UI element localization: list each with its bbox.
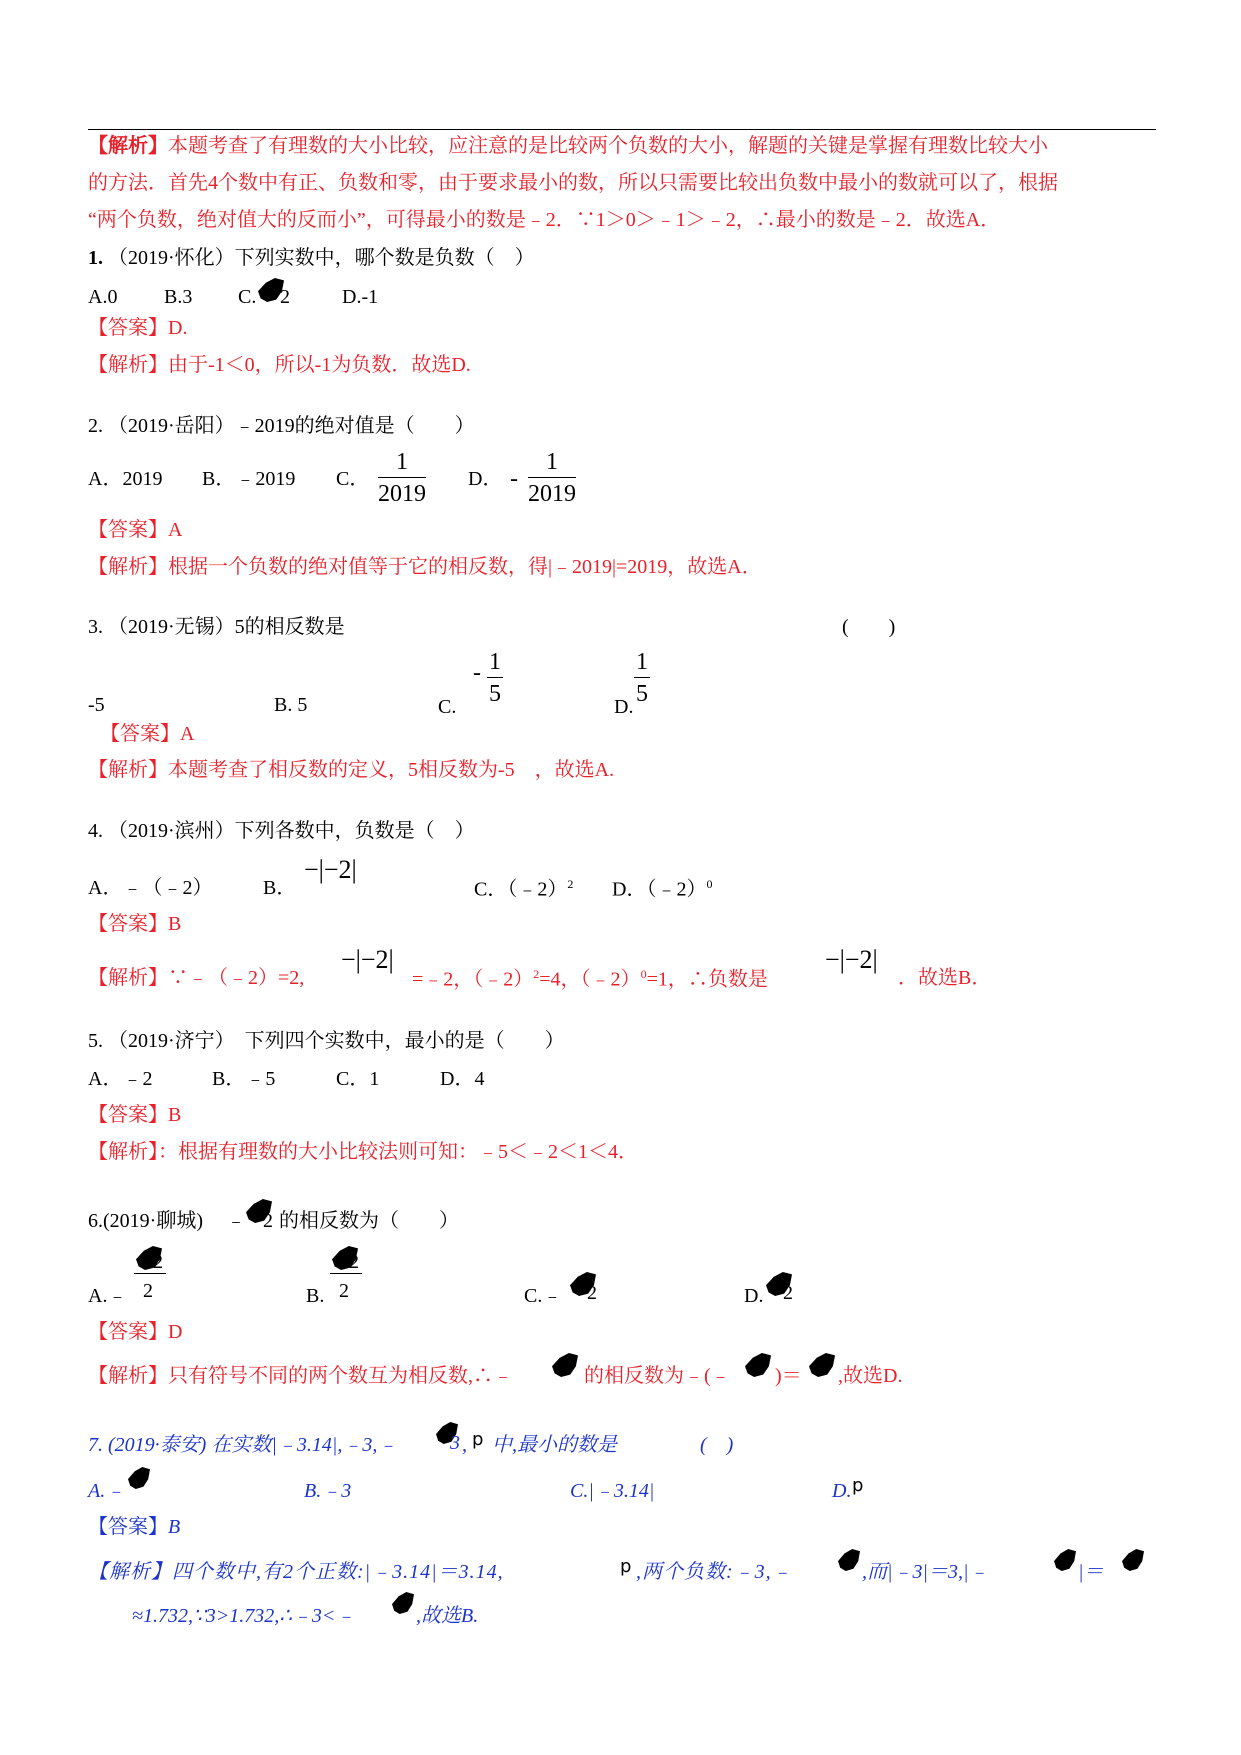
q4-analysis-part-1 <box>88 968 304 988</box>
intro-line-1 <box>88 136 1048 156</box>
answer-tag: 【答案】 <box>88 1104 168 1126</box>
q6-option-d-radicand: 2 <box>783 1282 793 1304</box>
q7-analysis-part-2: ,两个负数:﹣3,﹣ <box>636 1561 793 1583</box>
q1-analysis-text: 由于-1＜0，所以-1为负数．故选D. <box>168 354 471 376</box>
q3-option-b: B. 5 <box>274 694 308 716</box>
analysis-tag: 【解析】 <box>88 556 168 578</box>
q4-analysis-abs-2: −|−2| <box>825 945 878 974</box>
q7-stem-prefix: 7. (2019·泰安) 在实数|﹣3.14|,﹣3,﹣ <box>88 1434 398 1456</box>
q4-option-a: A．﹣（﹣2） <box>88 877 213 899</box>
q5-option-a: A．﹣2 <box>88 1068 153 1090</box>
sqrt-blot-icon <box>128 1467 150 1489</box>
q4-option-d-base: D．（﹣2） <box>612 878 707 901</box>
q3-fraction-d <box>634 650 650 706</box>
q1-option-c: C. <box>238 286 257 308</box>
q6-answer-value: D <box>168 1321 183 1343</box>
analysis-tag: 【解析】 <box>88 1141 158 1163</box>
fraction-bar <box>134 1273 166 1274</box>
q4-abs-expression: −|−2| <box>304 855 357 884</box>
q4-option-c-exponent: 2 <box>567 877 574 891</box>
q5-option-c: C．1 <box>336 1068 380 1090</box>
fraction-denominator: 5 <box>636 681 648 707</box>
q2-option-a: A．2019 <box>88 468 163 490</box>
answer-tag: 【答案】 <box>88 1516 168 1538</box>
q4-analysis-exponent-2: 0 <box>640 967 647 981</box>
q5-stem: 5. （2019·济宁） 下列四个实数中，最小的是（ ） <box>88 1030 565 1052</box>
q5-answer <box>88 1105 181 1125</box>
fraction-denominator: 5 <box>489 681 501 707</box>
q4-analysis-text-2: =﹣2，（﹣2） <box>412 968 534 991</box>
q4-analysis-abs-1: −|−2| <box>341 945 394 974</box>
q5-answer-value: B <box>168 1104 182 1126</box>
q2-analysis-text: 根据一个负数的绝对值等于它的相反数，得|﹣2019|=2019，故选A． <box>168 556 762 578</box>
q6-answer <box>88 1322 182 1342</box>
q7-stem-suffix: 中,最小的数是 <box>492 1434 617 1456</box>
q4-analysis-text-3: =4，（﹣2） <box>539 968 641 991</box>
q4-answer-value: B <box>168 913 182 935</box>
fraction-numerator: 1 <box>546 449 558 475</box>
q2-fraction-c <box>378 450 426 506</box>
q2-option-c: C． <box>336 468 370 490</box>
analysis-tag: 【解析】 <box>88 759 168 781</box>
sqrt-blot-icon <box>745 1353 771 1377</box>
q2-option-b: B．﹣2019 <box>202 468 296 490</box>
answer-tag: 【答案】 <box>100 723 180 745</box>
q4-stem: 4. （2019·滨州）下列各数中，负数是（ ） <box>88 820 475 842</box>
q6-option-a: A.﹣ <box>88 1285 128 1307</box>
q2-option-d: D． <box>468 468 503 490</box>
q3-analysis <box>88 760 614 780</box>
sqrt-blot-icon <box>392 1592 414 1614</box>
pi-symbol: p <box>852 1475 864 1496</box>
header-rule <box>88 129 1156 130</box>
q6-option-a-radicand: 2 <box>153 1251 163 1273</box>
fraction-numerator: 1 <box>489 649 501 675</box>
q6-analysis-part-1 <box>88 1366 513 1386</box>
q6-analysis-text-1: 只有符号不同的两个数互为相反数,∴﹣ <box>168 1365 513 1387</box>
q7-analysis-text-1: 四个数中,有2个正数:|﹣3.14|＝3.14, <box>172 1561 504 1583</box>
intro-line-3: “两个负数，绝对值大的反而小”，可得最小的数是﹣2．∵1＞0＞﹣1＞﹣2，∴最小的数是﹣2．故选A． <box>88 209 1001 231</box>
q3-fraction-c <box>487 650 503 706</box>
q7-option-a: A.﹣ <box>88 1480 126 1502</box>
q4-option-c-base: C．（﹣2） <box>474 878 568 901</box>
q5-option-d: D．4 <box>440 1068 485 1090</box>
q1-option-a: A.0 <box>88 286 118 308</box>
q7-option-c: C.|﹣3.14| <box>570 1480 655 1502</box>
q7-option-b: B.﹣3 <box>304 1480 352 1502</box>
q3-answer-value: A <box>180 723 195 745</box>
q1-stem <box>88 248 535 268</box>
q6-option-b-radicand: 2 <box>349 1251 359 1273</box>
analysis-tag: 【解析】 <box>88 1561 172 1583</box>
q2-answer <box>88 520 182 540</box>
q1-analysis <box>88 355 471 375</box>
analysis-tag: 【解析】 <box>88 354 168 376</box>
q7-answer <box>88 1517 180 1537</box>
q1-answer <box>88 318 187 338</box>
intro-line-2: 的方法．首先4个数中有正、负数和零，由于要求最小的数，所以只需要比较出负数中最小的数就可以了，根据 <box>88 172 1058 194</box>
q4-option-d <box>612 878 712 900</box>
q7-answer-value: B <box>168 1516 181 1538</box>
q1-stem-text: （2019·怀化）下列实数中，哪个数是负数（ ） <box>108 247 535 269</box>
pi-symbol: p <box>620 1556 632 1577</box>
answer-tag: 【答案】 <box>88 1321 168 1343</box>
answer-tag: 【答案】 <box>88 913 168 935</box>
q1-answer-value: D. <box>168 317 188 339</box>
q3-option-d: D. <box>614 696 634 718</box>
q7-paren: ( ) <box>700 1434 734 1456</box>
q7-analysis-line-2-part-2: ,故选B. <box>416 1605 479 1627</box>
q1-option-c-radicand: 2 <box>280 286 290 308</box>
q7-analysis-part-4: |＝ <box>1078 1561 1104 1583</box>
q6-stem-radicand: 2 <box>263 1210 273 1232</box>
q6-analysis-part-4: ,故选D. <box>838 1365 903 1387</box>
q4-option-c <box>474 878 573 900</box>
q3-answer <box>100 724 194 744</box>
q2-answer-value: A <box>168 519 183 541</box>
q3-paren: ( ) <box>842 616 896 638</box>
q3-option-c: C. <box>438 696 457 718</box>
q7-stem-comma: , <box>462 1434 467 1456</box>
sqrt-blot-icon <box>838 1549 860 1571</box>
analysis-tag: 【解析】 <box>88 967 168 989</box>
q6-stem-minus: ﹣ <box>226 1210 246 1232</box>
sqrt-blot-icon <box>1122 1549 1144 1571</box>
q2-fraction-d <box>528 450 576 506</box>
analysis-tag: 【解析】 <box>88 135 168 157</box>
q4-analysis-text-4: =1，∴负数是 <box>646 968 768 991</box>
q4-analysis-part-2 <box>412 968 768 990</box>
q6-stem-prefix: 6.(2019·聊城) <box>88 1210 203 1232</box>
q1-number: 1. <box>88 247 103 269</box>
q4-analysis-text-1: ∵﹣（﹣2）=2, <box>168 967 305 989</box>
q3-analysis-text: 本题考查了相反数的定义，5相反数为-5 ，故选A. <box>168 759 615 781</box>
q2-analysis <box>88 557 762 577</box>
q1-option-b: B.3 <box>164 286 193 308</box>
pi-symbol: p <box>472 1429 484 1450</box>
q7-analysis-part-1 <box>88 1562 504 1582</box>
answer-tag: 【答案】 <box>88 519 168 541</box>
q4-analysis-part-5: ．故选B． <box>898 967 992 989</box>
q6-analysis-part-2: 的相反数为﹣(﹣ <box>584 1365 731 1387</box>
fraction-numerator: 1 <box>396 449 408 475</box>
sqrt-blot-icon <box>1054 1549 1076 1571</box>
fraction-denominator: 2019 <box>528 481 576 507</box>
q4-option-b: B． <box>263 877 297 899</box>
q5-option-b: B．﹣5 <box>212 1068 276 1090</box>
q2-stem: 2. （2019·岳阳）﹣2019的绝对值是（ ） <box>88 415 475 437</box>
q6-option-b-denominator: 2 <box>339 1280 349 1302</box>
fraction-bar <box>330 1273 362 1274</box>
q5-analysis-text: ：根据有理数的大小比较法则可知：﹣5＜﹣2＜1＜4． <box>158 1141 638 1163</box>
q3-minus-sign: - <box>473 660 481 686</box>
sqrt-blot-icon <box>552 1353 578 1377</box>
sqrt-blot-icon <box>809 1353 835 1377</box>
q6-stem-suffix: 的相反数为（ ） <box>279 1210 459 1232</box>
q7-analysis-part-3: ,而|﹣3|＝3,|﹣ <box>862 1561 989 1583</box>
q6-option-c-radicand: 2 <box>587 1282 597 1304</box>
intro-text-1: 本题考查了有理数的大小比较，应注意的是比较两个负数的大小，解题的关键是掌握有理数比较大小 <box>168 135 1048 157</box>
q3-stem: 3. （2019·无锡）5的相反数是 <box>88 616 345 638</box>
q7-stem-radicand: 3 <box>450 1432 460 1454</box>
q2-minus-sign: - <box>510 466 518 492</box>
q4-analysis-exponent-1: 2 <box>533 967 540 981</box>
q3-option-a: -5 <box>88 694 105 716</box>
fraction-numerator: 1 <box>636 649 648 675</box>
q6-option-a-denominator: 2 <box>143 1280 153 1302</box>
q6-option-d: D. <box>744 1285 764 1307</box>
q5-analysis <box>88 1142 638 1162</box>
q6-option-b: B. <box>306 1285 325 1307</box>
q4-option-d-exponent: 0 <box>706 877 713 891</box>
q1-option-d: D.-1 <box>342 286 379 308</box>
analysis-tag: 【解析】 <box>88 1365 168 1387</box>
q6-analysis-part-3: )＝ <box>775 1365 802 1387</box>
q7-option-d: D. <box>832 1480 852 1502</box>
q6-option-c: C.﹣ <box>524 1285 563 1307</box>
fraction-denominator: 2019 <box>378 481 426 507</box>
q4-answer <box>88 914 181 934</box>
q7-analysis-line-2-part-1: ≈1.732,∵3>1.732,∴﹣3<﹣ <box>132 1605 356 1627</box>
answer-tag: 【答案】 <box>88 317 168 339</box>
